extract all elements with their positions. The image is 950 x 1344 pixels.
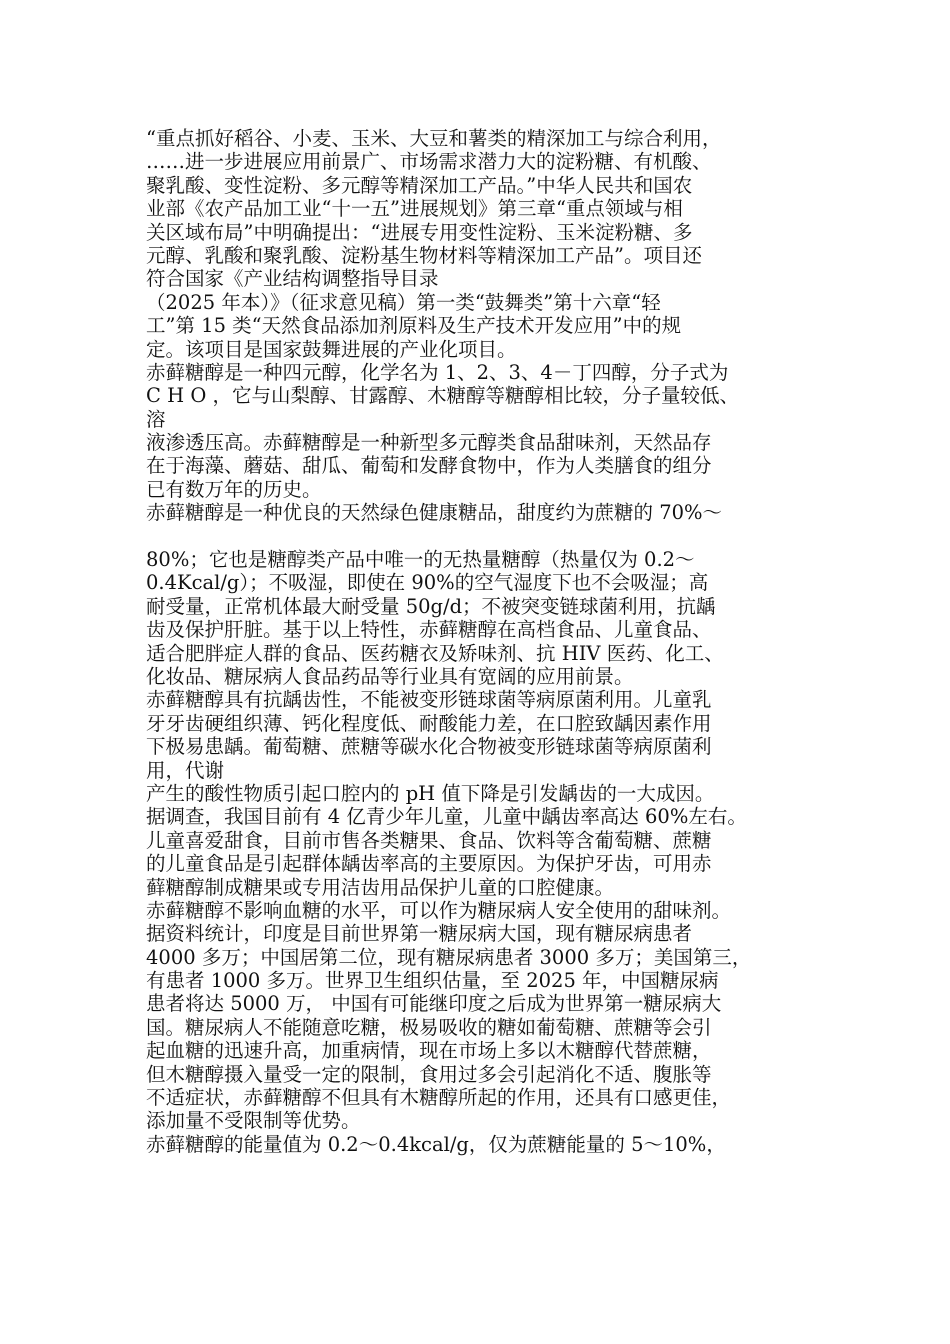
text-line: C H O ，它与山梨醇、甘露醇、木糖醇等糖醇相比较，分子量较低、 xyxy=(146,384,740,408)
text-line: 儿童喜爱甜食，目前市售各类糖果、食品、饮料等含葡萄糖、蔗糖 xyxy=(146,828,712,852)
text-line: 4000 多万；中国居第二位，现有糖尿病患者 3000 多万；美国第三， xyxy=(146,945,752,969)
text-line: 患者将达 5000 万， 中国有可能继印度之后成为世界第一糖尿病大 xyxy=(146,992,722,1016)
text-line: 有患者 1000 多万。世界卫生组织估量，至 2025 年，中国糖尿病 xyxy=(146,969,719,993)
blank-line xyxy=(146,525,836,548)
text-line: 符合国家《产业结构调整指导目录 xyxy=(146,267,439,291)
text-line: 不适症状，赤藓糖醇不但具有木糖醇所起的作用，还具有口感更佳， xyxy=(146,1086,732,1110)
text-line: 下极易患龋。葡萄糖、蔗糖等碳水化合物被变形链球菌等病原菌利 xyxy=(146,735,712,759)
text-line: 产生的酸性物质引起口腔内的 pH 值下降是引发龋齿的一大成因。 xyxy=(146,781,715,805)
text-line: ……进一步进展应用前景广、市场需求潜力大的淀粉糖、有机酸、 xyxy=(146,150,712,174)
text-line: 关区域布局”中明确提出：“进展专用变性淀粉、玉米淀粉糖、多 xyxy=(146,220,693,244)
text-line: 0.4Kcal/g）；不吸湿，即使在 90%的空气湿度下也不会吸湿；高 xyxy=(146,571,709,595)
text-line: 赤藓糖醇的能量值为 0.2～0.4kcal/g，仅为蔗糖能量的 5～10%， xyxy=(146,1132,726,1156)
text-line: 据调查，我国目前有 4 亿青少年儿童，儿童中龋齿率高达 60%左右。 xyxy=(146,805,747,829)
text-line: 化妆品、糖尿病人食品药品等行业具有宽阔的应用前景。 xyxy=(146,664,634,688)
text-line: 据资料统计，印度是目前世界第一糖尿病大国，现有糖尿病患者 xyxy=(146,922,693,946)
document-body-text xyxy=(146,127,836,1156)
text-line: 在于海藻、蘑菇、甜瓜、葡萄和发酵食物中，作为人类膳食的组分 xyxy=(146,454,712,478)
text-line: “重点抓好稻谷、小麦、玉米、大豆和薯类的精深加工与综合利用， xyxy=(146,127,722,150)
text-line: 赤藓糖醇具有抗龋齿性，不能被变形链球菌等病原菌利用。儿童乳 xyxy=(146,688,712,712)
text-line: 赤藓糖醇不影响血糖的水平，可以作为糖尿病人安全使用的甜味剂。 xyxy=(146,898,732,922)
text-line: 元醇、乳酸和聚乳酸、淀粉基生物材料等精深加工产品”。项目还 xyxy=(146,243,702,267)
text-line: （2025 年本）》（征求意见稿）第一类“鼓舞类”第十六章“轻 xyxy=(146,290,661,314)
text-line: 溶 xyxy=(146,407,166,431)
text-line: 工”第 15 类“天然食品添加剂原料及生产技术开发应用”中的规 xyxy=(146,314,682,338)
text-line: 齿及保护肝脏。基于以上特性，赤藓糖醇在高档食品、儿童食品、 xyxy=(146,618,712,642)
text-line: 聚乳酸、变性淀粉、多元醇等精深加工产品。”中华人民共和国农 xyxy=(146,173,693,197)
text-line: 牙牙齿硬组织薄、钙化程度低、耐酸能力差，在口腔致龋因素作用 xyxy=(146,711,712,735)
text-line: 赤藓糖醇是一种四元醇，化学名为 1、2、3、4－丁四醇，分子式为 xyxy=(146,360,729,384)
text-line: 80%；它也是糖醇类产品中唯一的无热量糖醇（热量仅为 0.2～ xyxy=(146,548,695,572)
text-line: 耐受量，正常机体最大耐受量 50g/d；不被突变链球菌利用，抗龋 xyxy=(146,594,716,618)
text-line: 用，代谢 xyxy=(146,758,225,782)
text-line: 已有数万年的历史。 xyxy=(146,477,322,501)
text-line: 藓糖醇制成糖果或专用洁齿用品保护儿童的口腔健康。 xyxy=(146,875,615,899)
text-line: 业部《农产品加工业“十一五”进展规划》第三章“重点领域与相 xyxy=(146,197,683,221)
text-line: 国。糖尿病人不能随意吃糖，极易吸收的糖如葡萄糖、蔗糖等会引 xyxy=(146,1015,712,1039)
text-line: 但木糖醇摄入量受一定的限制，食用过多会引起消化不适、腹胀等 xyxy=(146,1062,712,1086)
text-line: 赤藓糖醇是一种优良的天然绿色健康糖品，甜度约为蔗糖的 70%～ xyxy=(146,501,723,525)
text-line: 适合肥胖症人群的食品、医药糖衣及矫味剂、抗 HIV 医药、化工、 xyxy=(146,641,724,665)
text-line: 添加量不受限制等优势。 xyxy=(146,1109,361,1133)
text-line: 的儿童食品是引起群体龋齿率高的主要原因。为保护牙齿，可用赤 xyxy=(146,852,712,876)
text-line: 液渗透压高。赤藓糖醇是一种新型多元醇类食品甜味剂，天然品存 xyxy=(146,431,712,455)
text-line: 起血糖的迅速升高，加重病情，现在市场上多以木糖醇代替蔗糖， xyxy=(146,1039,712,1063)
text-line: 定。该项目是国家鼓舞进展的产业化项目。 xyxy=(146,337,517,361)
